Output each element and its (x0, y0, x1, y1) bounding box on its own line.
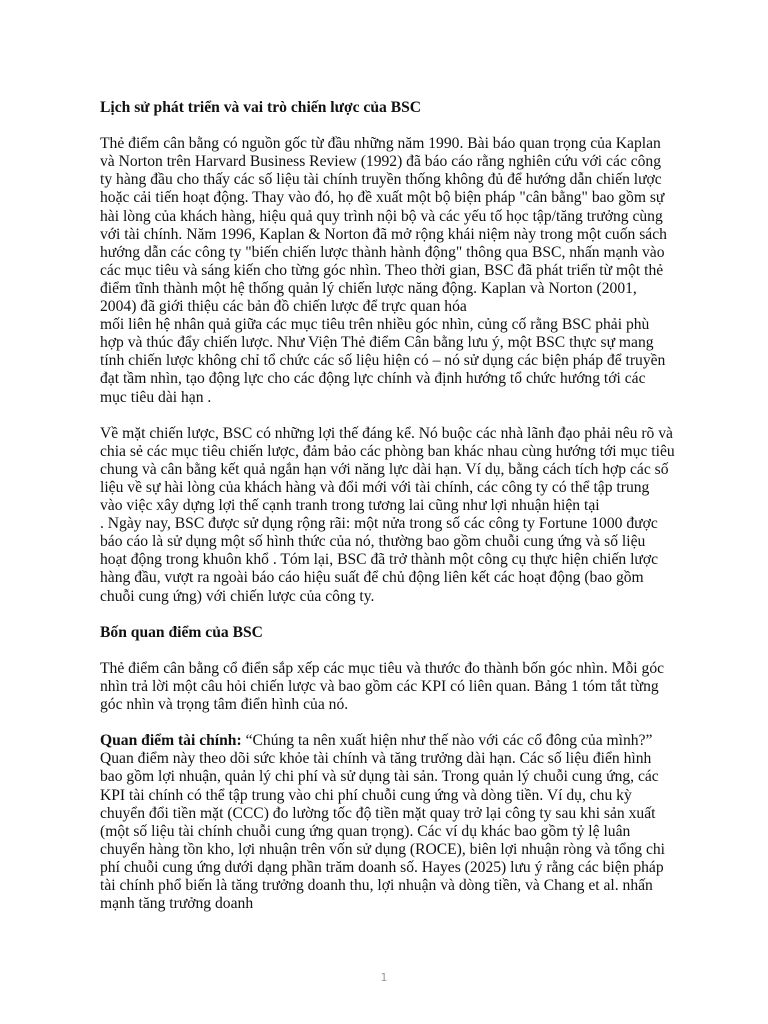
paragraph-strategy-maps: mối liên hệ nhân quả giữa các mục tiêu trên nhiều góc nhìn, củng cố rằng BSC phải phù hợp và thúc đẩy chiến lược. Như Viện Thẻ điểm Cân bằng lưu ý, một BSC thực sự mang tính chiến lược không chỉ tổ chức các số liệu hiện có – nó sử dụng các biện pháp để truyền đạt tầm nhìn, tạo động lực cho các động lực chính và định hướng tổ chức hướng tới các mục tiêu dài hạn . (100, 316, 666, 406)
financial-perspective-label: Quan điểm tài chính: (100, 732, 242, 750)
page-number: 1 (380, 971, 388, 984)
section-heading-history: Lịch sử phát triển và vai trò chiến lược của BSC (100, 99, 422, 116)
paragraph-usage-today: . Ngày nay, BSC được sử dụng rộng rãi: một nửa trong số các công ty Fortune 1000 được báo cáo là sử dụng một số hình thức của nó, thường bao gồm chuỗi cung ứng và số liệu hoạt động trong khuôn khổ . Tóm lại, BSC đã trở thành một công cụ thực hiện chiến lược hàng đầu, vượt ra ngoài báo cáo hiệu suất để chủ động liên kết các hoạt động (bao gồm chuỗi cung ứng) với chiến lược của công ty. (100, 515, 659, 605)
paragraph-financial-perspective (100, 732, 675, 913)
paragraph-strategic-advantages: Về mặt chiến lược, BSC có những lợi thế đáng kể. Nó buộc các nhà lãnh đạo phải nêu rõ và chia sẻ các mục tiêu chiến lược, đảm bảo các phòng ban khác nhau cùng hướng tới mục tiêu chung và cân bằng kết quả ngắn hạn với năng lực dài hạn. Ví dụ, bằng cách tích hợp các số liệu về sự hài lòng của khách hàng và đổi mới với tài chính, các công ty có thể tập trung vào việc xây dựng lợi thế cạnh tranh trong tương lai cũng như lợi nhuận hiện tại (100, 424, 675, 515)
paragraph-four-perspectives: Thẻ điểm cân bằng cổ điển sắp xếp các mục tiêu và thước đo thành bốn góc nhìn. Mỗi góc nhìn trả lời một câu hỏi chiến lược và bao gồm các KPI có liên quan. Bảng 1 tóm tắt từng góc nhìn và trọng tâm điển hình của nó. (100, 659, 665, 714)
paragraph-origins: Thẻ điểm cân bằng có nguồn gốc từ đầu những năm 1990. Bài báo quan trọng của Kaplan và Norton trên Harvard Business Review (1992) đã báo cáo rằng nghiên cứu với các công ty hàng đầu cho thấy các số liệu tài chính truyền thống không đủ để hướng dẫn chiến lược hoặc cải tiến hoạt động. Thay vào đó, họ đề xuất một bộ biện pháp "cân bằng" bao gồm sự hài lòng của khách hàng, hiệu quả quy trình nội bộ và các yếu tố học tập/tăng trưởng cùng với tài chính. Năm 1996, Kaplan & Norton đã mở rộng khái niệm này trong một cuốn sách hướng dẫn các công ty "biến chiến lược thành hành động" thông qua BSC, nhấn mạnh vào các mục tiêu và sáng kiến cho từng góc nhìn. Theo thời gian, BSC đã phát triển từ một thẻ điểm tĩnh thành một hệ thống quản lý chiến lược năng động. Kaplan và Norton (2001, 2004) đã giới thiệu các bản đồ chiến lược để trực quan hóa (100, 135, 667, 316)
section-heading-perspectives: Bốn quan điểm của BSC (100, 623, 263, 641)
document-body (100, 99, 675, 913)
financial-perspective-text: “Chúng ta nên xuất hiện như thế nào với các cổ đông của mình?” Quan điểm này theo dõi sức khỏe tài chính và tăng trưởng dài hạn. Các số liệu điển hình bao gồm lợi nhuận, quản lý chi phí và sử dụng tài sản. Trong quản lý chuỗi cung ứng, các KPI tài chính có thể tập trung vào chi phí chuỗi cung ứng và dòng tiền. Ví dụ, chu kỳ chuyển đổi tiền mặt (CCC) đo lường tốc độ tiền mặt quay trở lại công ty sau khi sản xuất (một số liệu tài chính chuỗi cung ứng quan trọng). Các ví dụ khác bao gồm tỷ lệ luân chuyển hàng tồn kho, lợi nhuận trên vốn sử dụng (ROCE), biên lợi nhuận ròng và tổng chi phí chuỗi cung ứng dưới dạng phần trăm doanh số. Hayes (2025) lưu ý rằng các biện pháp tài chính phổ biến là tăng trưởng doanh thu, lợi nhuận và dòng tiền, và Chang et al. nhấn mạnh tăng trưởng doanh (100, 732, 666, 913)
